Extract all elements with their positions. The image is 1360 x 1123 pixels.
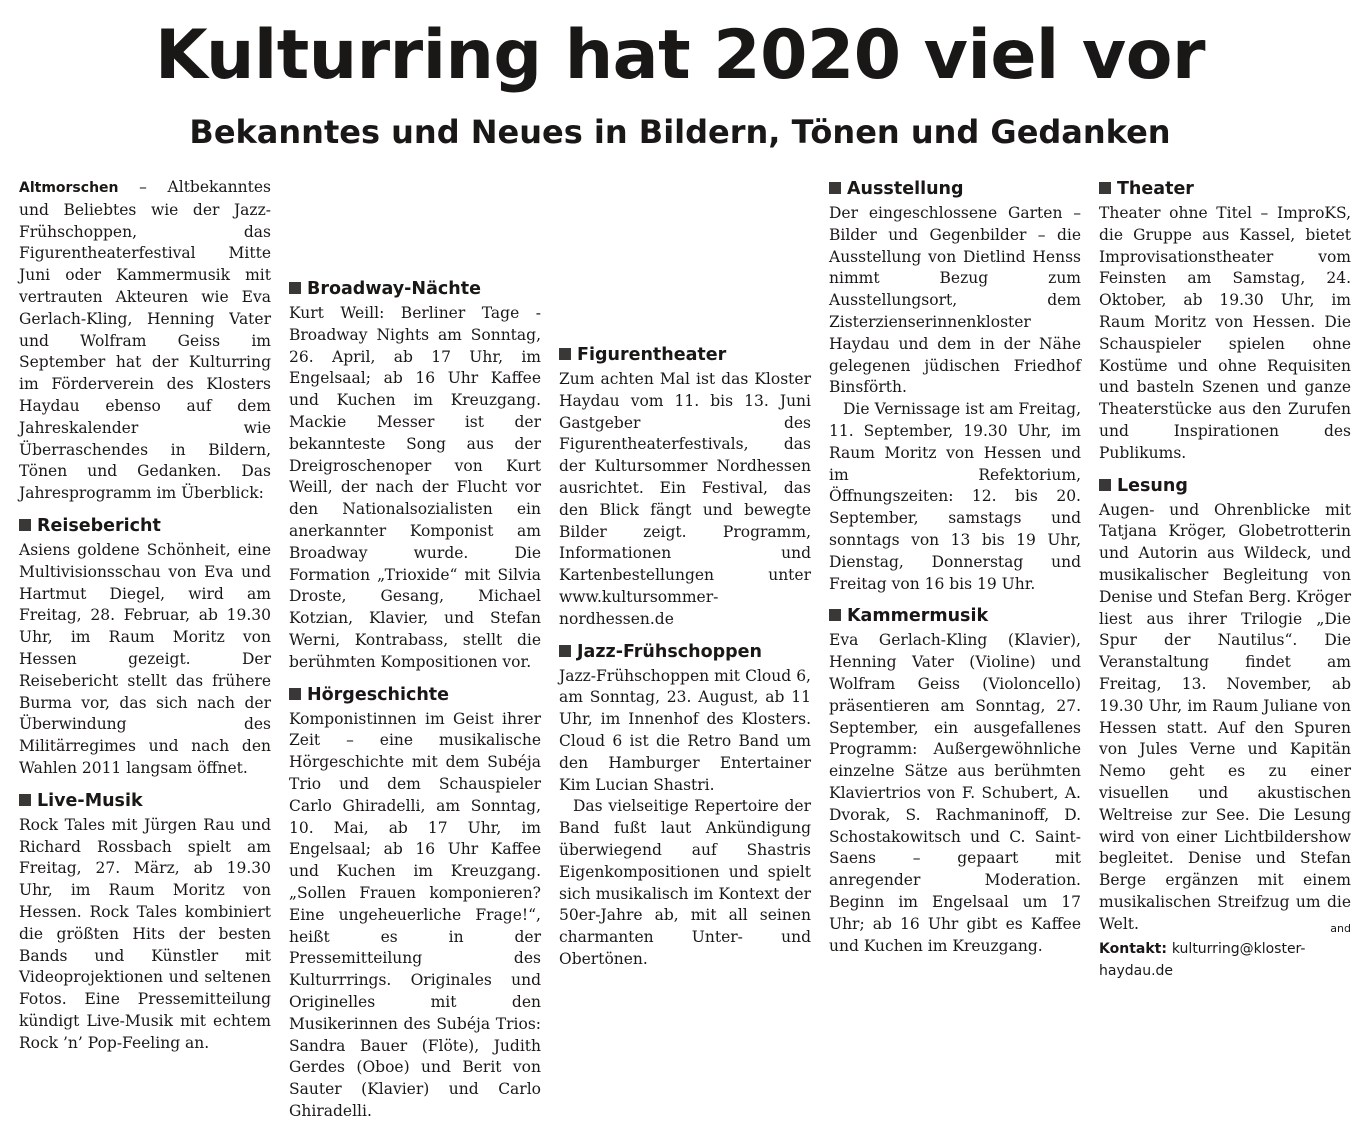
- square-bullet-icon: [559, 348, 571, 360]
- section-heading-reisebericht: Reisebericht: [19, 514, 271, 538]
- jazz-text-2: Das vielseitige Repertoire der Band fußt laut Ankündigung überwiegend auf Shastris Eigenkompositionen und spielt sich musikalisch im Kontext der 50er-Jahre ab, mit all seinen charmanten Unter- und Obertönen.: [559, 797, 811, 968]
- intro-paragraph: [19, 177, 271, 505]
- subheadline: Bekanntes und Neues in Bildern, Tönen und Gedanken: [189, 113, 1171, 151]
- kontakt-line: [1099, 938, 1351, 984]
- square-bullet-icon: [1099, 182, 1111, 194]
- square-bullet-icon: [559, 645, 571, 657]
- broadway-text: Kurt Weill: Berliner Tage - Broadway Nights am Sonntag, 26. April, ab 17 Uhr, im Engelsaal; ab 16 Uhr Kaffee und Kuchen im Kreuzgang. Mackie Messer ist der bekannteste Song aus der Dreigroschenoper von Kurt Weill, der nach der Flucht vor den Nationalsozialisten ein anerkannter Komponist am Broadway wurde. Die Formation „Trioxide“ mit Silvia Droste, Gesang, Michael Kotzian, Klavier, und Stefan Werni, Kontrabass, stellt die berühmten Kompositionen vor.: [289, 304, 541, 671]
- square-bullet-icon: [829, 609, 841, 621]
- author-initials: and: [1330, 921, 1351, 935]
- ausstellung-text-1: Der eingeschlossene Garten – Bilder und Gegenbilder – die Ausstellung von Dietlind Henss nimmt Bezug zum Ausstellungsort, dem Zisterzienserinnenkloster Haydau und dem in der Nähe gelegenen jüdischen Friedhof Binsförth.: [829, 204, 1081, 397]
- column-2: [289, 177, 541, 1123]
- column-3: [559, 177, 811, 971]
- square-bullet-icon: [19, 794, 31, 806]
- ausstellung-text-2: Die Vernissage ist am Freitag, 11. September, 19.30 Uhr, im Raum Moritz von Hessen und im Refektorium, Öffnungszeiten: 12. bis 20. September, samstags und sonntags von 13 bis 19 Uhr, Dienstag, Donnerstag und Freitag von 16 bis 19 Uhr.: [829, 400, 1081, 593]
- dateline: Altmorschen: [19, 180, 119, 196]
- hoergeschichte-text: Komponistinnen im Geist ihrer Zeit – eine musikalische Hörgeschichte mit dem Subéja Trio und dem Schauspieler Carlo Ghiradelli, am Sonntag, 10. Mai, ab 17 Uhr, im Engelsaal; ab 16 Uhr Kaffee und Kuchen im Kreuzgang. „Sollen Frauen komponieren? Eine ungeheuerliche Frage!“, heißt es in der Pressemitteilung des Kulturrrings. Originales und Originelles mit den Musikerinnen des Subéja Trios: Sandra Bauer (Flöte), Judith Gerdes (Oboe) und Berit von Sauter (Klavier) und Carlo Ghiradelli.: [289, 709, 541, 1120]
- headline: Kulturring hat 2020 viel vor: [155, 16, 1205, 95]
- kontakt-label: Kontakt:: [1099, 940, 1167, 957]
- section-heading-broadway: Broadway-Nächte: [289, 277, 541, 301]
- square-bullet-icon: [1099, 479, 1111, 491]
- kontakt-email[interactable]: kulturring@kloster-haydau.de: [1099, 940, 1306, 980]
- column-5: [1099, 177, 1351, 983]
- section-heading-figurentheater: Figurentheater: [559, 343, 811, 367]
- jazz-text-1: Jazz-Frühschoppen mit Cloud 6, am Sonntag, 23. August, ab 11 Uhr, im Innenhof des Klosters. Cloud 6 ist die Retro Band um den Hamburger Entertainer Kim Lucian Shastri.: [559, 666, 811, 794]
- column-4: [829, 177, 1081, 957]
- section-heading-theater: Theater: [1099, 177, 1351, 201]
- reisebericht-text: Asiens goldene Schönheit, eine Multivisionsschau von Eva und Hartmut Diegel, wird am Freitag, 28. Februar, ab 19.30 Uhr, im Raum Moritz von Hessen gezeigt. Der Reisebericht stellt das frühere Burma vor, das sich nach der Überwindung des Militärregimes und nach den Wahlen 2011 langsam öffnet.: [19, 540, 271, 777]
- figurentheater-text: Zum achten Mal ist das Kloster Haydau vom 11. bis 13. Juni Gastgeber des Figurentheaterfestivals, das der Kultursommer Nordhessen ausrichtet. Ein Festival, das den Blick fängt und bewegte Bilder zeigt. Programm, Informationen und Kartenbestellungen unter www.kultursommer-nordhessen.de: [559, 370, 811, 628]
- column-1: [19, 177, 271, 1054]
- section-heading-lesung: Lesung: [1099, 474, 1351, 498]
- section-heading-jazz: Jazz-Frühschoppen: [559, 640, 811, 664]
- square-bullet-icon: [289, 282, 301, 294]
- live-musik-text: Rock Tales mit Jürgen Rau und Richard Rossbach spielt am Freitag, 27. März, ab 19.30 Uhr, im Raum Moritz von Hessen. Rock Tales kombiniert die größten Hits der besten Bands und Künstler mit Videoprojektionen und seltenen Fotos. Eine Pressemitteilung kündigt Live-Musik mit echtem Rock ’n’ Pop-Feeling an.: [19, 815, 271, 1052]
- section-heading-hoergeschichte: Hörgeschichte: [289, 683, 541, 707]
- theater-text: Theater ohne Titel – ImproKS, die Gruppe aus Kassel, bietet Improvisationstheater vom Feinsten am Samstag, 24. Oktober, ab 19.30 Uhr, im Raum Moritz von Hessen. Die Schauspieler spielen ohne Kostüme und ohne Requisiten und basteln Szenen und ganze Theaterstücke aus den Zurufen und Inspirationen des Publikums.: [1099, 204, 1351, 462]
- square-bullet-icon: [289, 688, 301, 700]
- section-heading-ausstellung: Ausstellung: [829, 177, 1081, 201]
- intro-text: – Altbekanntes und Beliebtes wie der Jazz-Frühschoppen, das Figurentheaterfestival Mitte Juni oder Kammermusik mit vertrauten Akteuren wie Eva Gerlach-Kling, Henning Vater und Wolfram Geiss im September hat der Kulturring im Förderverein des Klosters Haydau ebenso auf dem Jahreskalender wie Überraschendes in Bildern, Tönen und Gedanken. Das Jahresprogramm im Überblick:: [19, 178, 271, 503]
- lesung-text: Augen- und Ohrenblicke mit Tatjana Kröger, Globetrotterin und Autorin aus Wildeck, und musikalischer Begleitung von Denise und Stefan Berg. Kröger liest aus ihrer Trilogie „Die Spur der Nautilus“. Die Veranstaltung findet am Freitag, 13. November, ab 19.30 Uhr, im Raum Juliane von Hessen statt. Auf den Spuren von Jules Verne und Kapitän Nemo geht es zu einer visuellen und akustischen Weltreise zur See. Die Lesung wird von einer Lichtbildershow begleitet. Denise und Stefan Berge ergänzen mit einem musikalischen Streifzug um die Welt. and: [1099, 500, 1351, 936]
- kammermusik-text: Eva Gerlach-Kling (Klavier), Henning Vater (Violine) und Wolfram Geiss (Violoncello) präsentieren am Sonntag, 27. September, ein ausgefallenes Programm: Außergewöhnliche einzelne Sätze aus berühmten Klaviertrios von F. Schubert, A. Dvorak, S. Rachmaninoff, D. Schostakowitsch und C. Saint-Saens – gepaart mit anregender Moderation. Beginn im Engelsaal um 17 Uhr; ab 16 Uhr gibt es Kaffee und Kuchen im Kreuzgang.: [829, 631, 1081, 955]
- square-bullet-icon: [829, 182, 841, 194]
- section-heading-live-musik: Live-Musik: [19, 789, 271, 813]
- square-bullet-icon: [19, 519, 31, 531]
- section-heading-kammermusik: Kammermusik: [829, 604, 1081, 628]
